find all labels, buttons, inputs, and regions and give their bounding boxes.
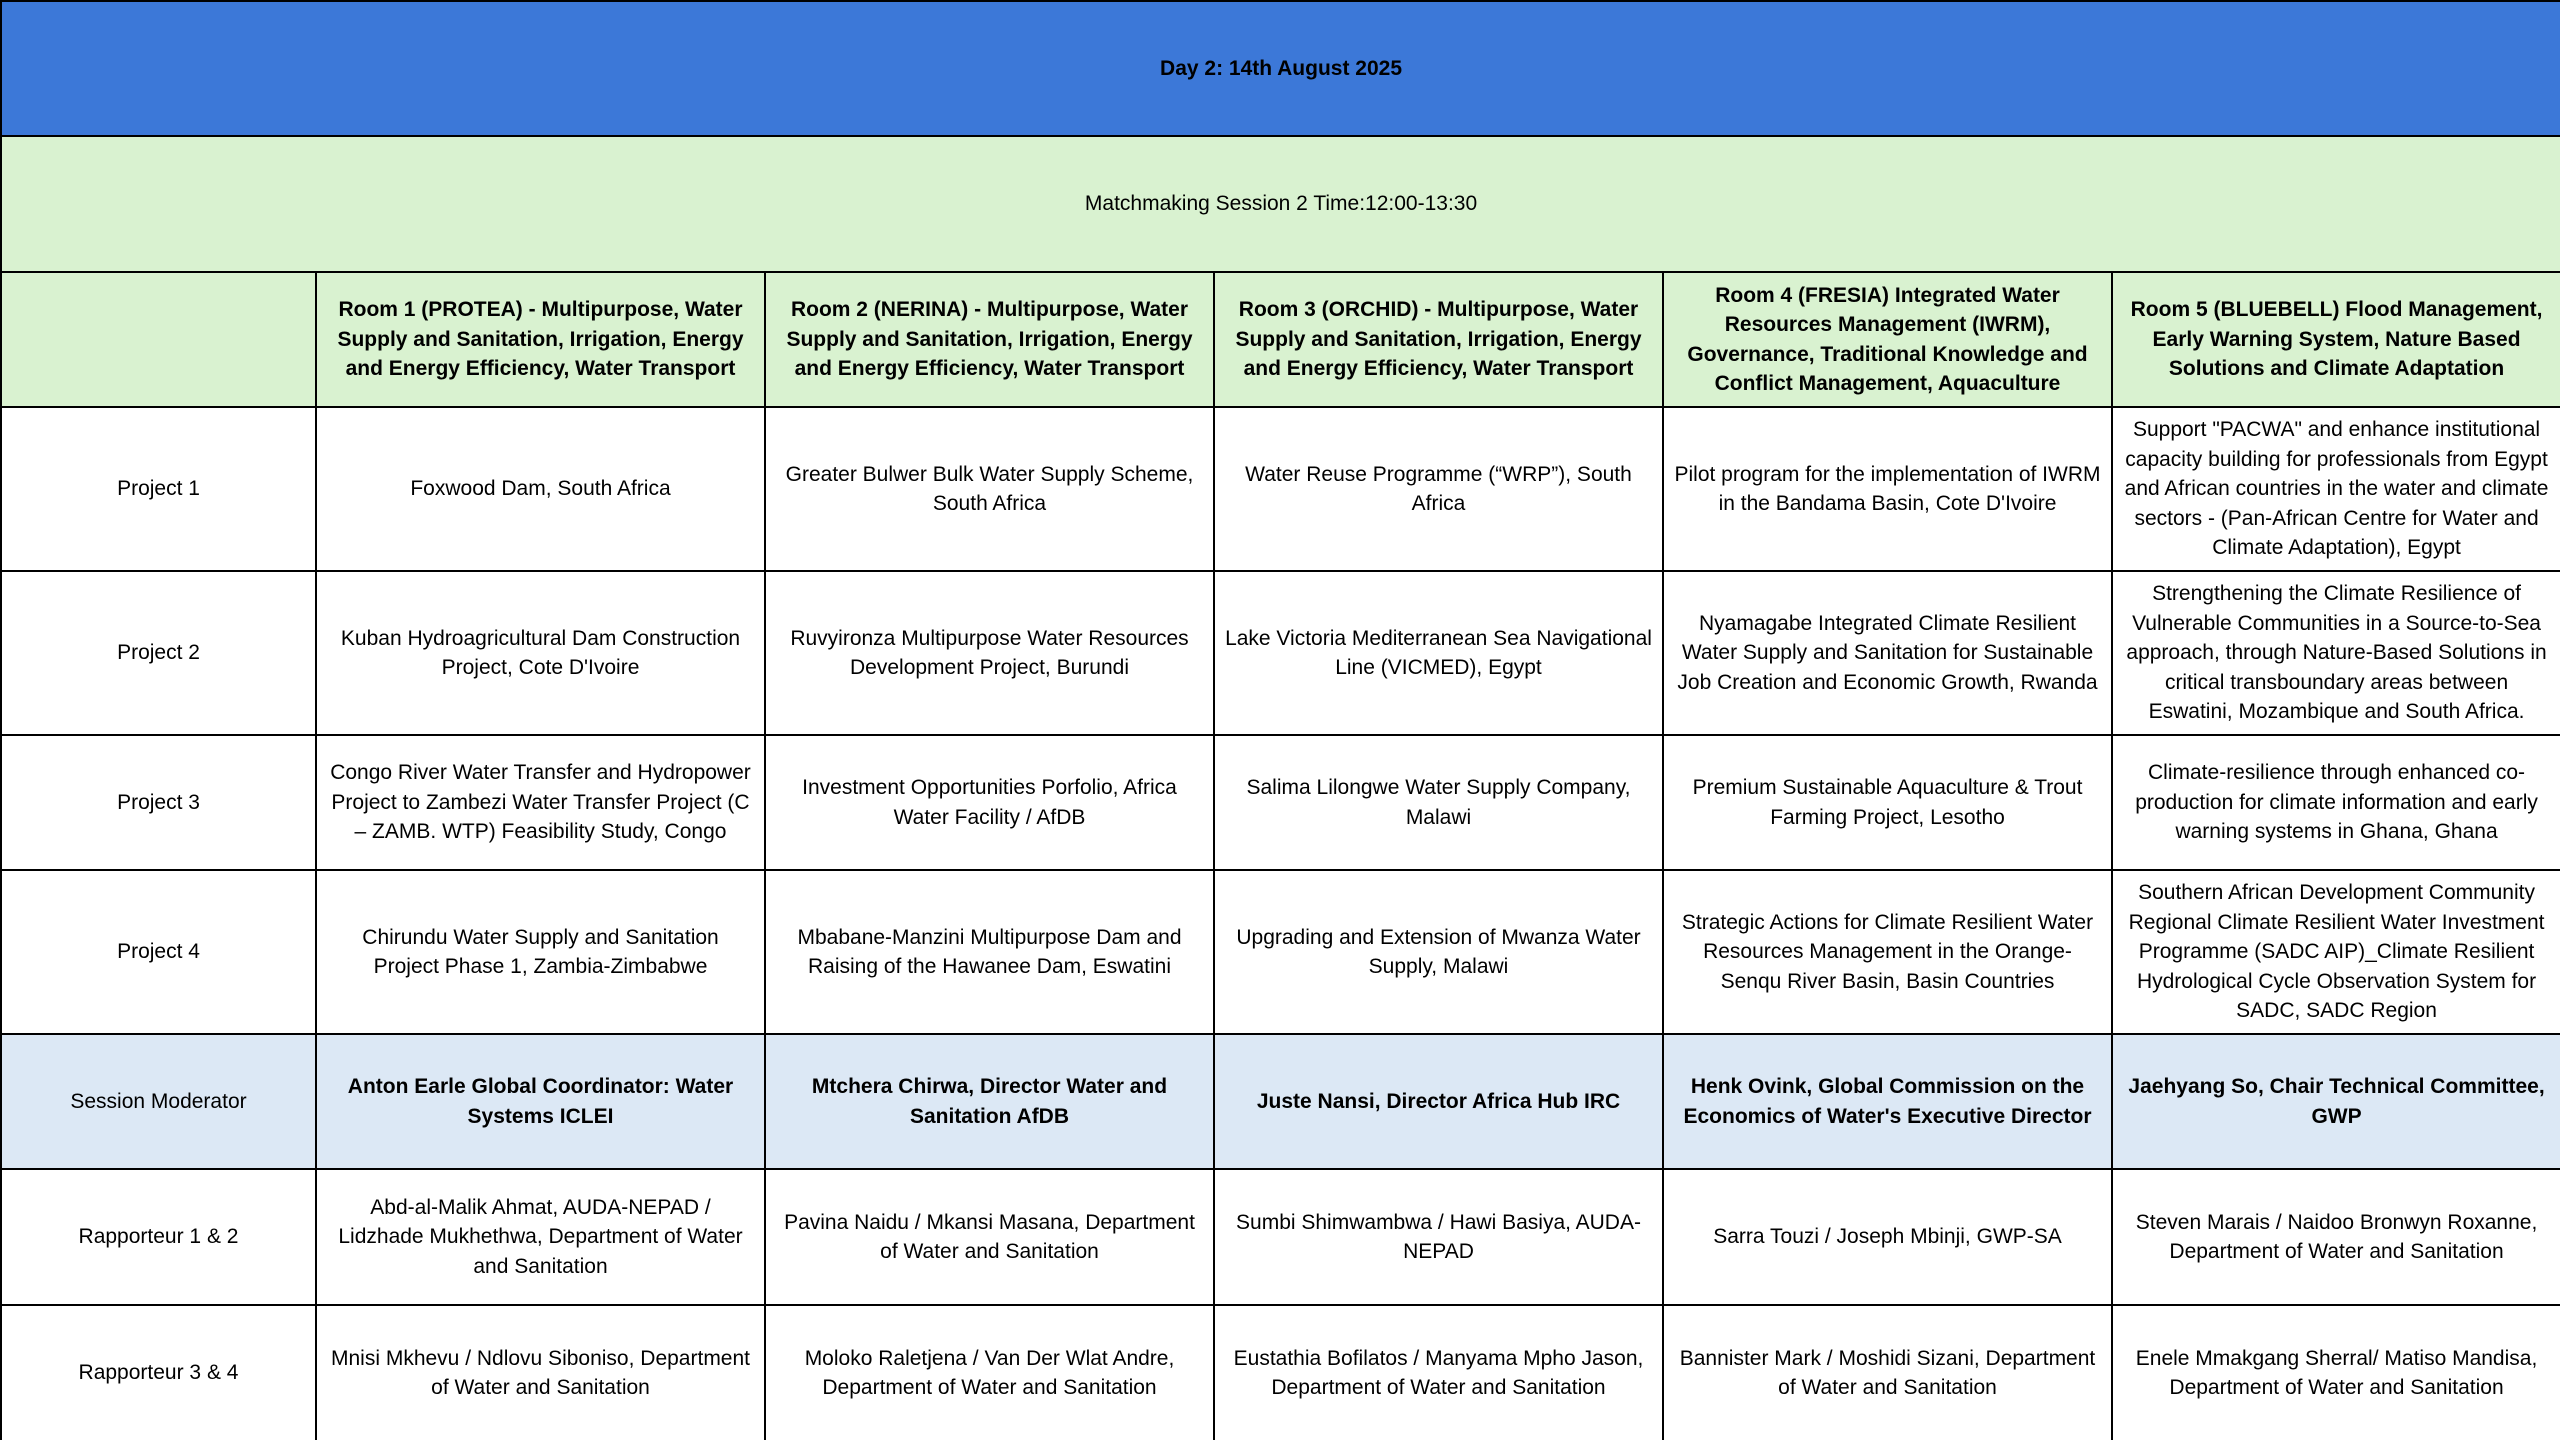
corner-cell <box>1 272 316 407</box>
table-cell: Upgrading and Extension of Mwanza Water Supply, Malawi <box>1214 870 1663 1034</box>
table-cell: Mnisi Mkhevu / Ndlovu Siboniso, Department of Water and Sanitation <box>316 1305 765 1440</box>
row-label-project-3: Project 3 <box>1 735 316 870</box>
table-cell: Mbabane-Manzini Multipurpose Dam and Raising of the Hawanee Dam, Eswatini <box>765 870 1214 1034</box>
table-cell: Strategic Actions for Climate Resilient Water Resources Management in the Orange-Senqu River Basin, Basin Countries <box>1663 870 2112 1034</box>
room-header-2: Room 2 (NERINA) - Multipurpose, Water Supply and Sanitation, Irrigation, Energy and Energy Efficiency, Water Transport <box>765 272 1214 407</box>
rapporteur-row <box>1 1169 2560 1305</box>
room-header-4: Room 4 (FRESIA) Integrated Water Resources Management (IWRM), Governance, Traditional Knowledge and Conflict Management, Aquaculture <box>1663 272 2112 407</box>
room-header-1: Room 1 (PROTEA) - Multipurpose, Water Supply and Sanitation, Irrigation, Energy and Energy Efficiency, Water Transport <box>316 272 765 407</box>
table-row <box>1 870 2560 1034</box>
moderator-cell: Juste Nansi, Director Africa Hub IRC <box>1214 1034 1663 1169</box>
table-cell: Pilot program for the implementation of IWRM in the Bandama Basin, Cote D'Ivoire <box>1663 407 2112 571</box>
table-cell: Water Reuse Programme (“WRP”), South Africa <box>1214 407 1663 571</box>
table-cell: Pavina Naidu / Mkansi Masana, Department of Water and Sanitation <box>765 1169 1214 1305</box>
table-cell: Strengthening the Climate Resilience of Vulnerable Communities in a Source-to-Sea approach, through Nature-Based Solutions in critical transboundary areas between Eswatini, Mozambique and South Africa. <box>2112 571 2560 735</box>
table-cell: Ruvyironza Multipurpose Water Resources Development Project, Burundi <box>765 571 1214 735</box>
table-row <box>1 571 2560 735</box>
table-cell: Premium Sustainable Aquaculture & Trout Farming Project, Lesotho <box>1663 735 2112 870</box>
table-cell: Eustathia Bofilatos / Manyama Mpho Jason, Department of Water and Sanitation <box>1214 1305 1663 1440</box>
room-header-row <box>1 272 2560 407</box>
row-label-project-2: Project 2 <box>1 571 316 735</box>
day-header-row <box>1 1 2560 136</box>
table-cell: Moloko Raletjena / Van Der Wlat Andre, Department of Water and Sanitation <box>765 1305 1214 1440</box>
table-cell: Sarra Touzi / Joseph Mbinji, GWP-SA <box>1663 1169 2112 1305</box>
day-title: Day 2: 14th August 2025 <box>1 1 2560 136</box>
table-cell: Salima Lilongwe Water Supply Company, Malawi <box>1214 735 1663 870</box>
table-cell: Bannister Mark / Moshidi Sizani, Department of Water and Sanitation <box>1663 1305 2112 1440</box>
rapporteur-row <box>1 1305 2560 1440</box>
moderator-cell: Jaehyang So, Chair Technical Committee, GWP <box>2112 1034 2560 1169</box>
table-cell: Nyamagabe Integrated Climate Resilient Water Supply and Sanitation for Sustainable Job Creation and Economic Growth, Rwanda <box>1663 571 2112 735</box>
row-label-project-4: Project 4 <box>1 870 316 1034</box>
table-cell: Sumbi Shimwambwa / Hawi Basiya, AUDA-NEPAD <box>1214 1169 1663 1305</box>
table-cell: Abd-al-Malik Ahmat, AUDA-NEPAD / Lidzhade Mukhethwa, Department of Water and Sanitation <box>316 1169 765 1305</box>
table-cell: Kuban Hydroagricultural Dam Construction Project, Cote D'Ivoire <box>316 571 765 735</box>
table-row <box>1 407 2560 571</box>
table-cell: Congo River Water Transfer and Hydropower Project to Zambezi Water Transfer Project (C – ZAMB. WTP) Feasibility Study, Congo <box>316 735 765 870</box>
table-cell: Enele Mmakgang Sherral/ Matiso Mandisa, Department of Water and Sanitation <box>2112 1305 2560 1440</box>
moderator-cell: Anton Earle Global Coordinator: Water Systems ICLEI <box>316 1034 765 1169</box>
table-row <box>1 735 2560 870</box>
table-cell: Investment Opportunities Porfolio, Africa Water Facility / AfDB <box>765 735 1214 870</box>
table-cell: Lake Victoria Mediterranean Sea Navigational Line (VICMED), Egypt <box>1214 571 1663 735</box>
row-label-rapporteur-1-2: Rapporteur 1 & 2 <box>1 1169 316 1305</box>
table-cell: Chirundu Water Supply and Sanitation Project Phase 1, Zambia-Zimbabwe <box>316 870 765 1034</box>
table-cell: Steven Marais / Naidoo Bronwyn Roxanne, Department of Water and Sanitation <box>2112 1169 2560 1305</box>
row-label-session-moderator: Session Moderator <box>1 1034 316 1169</box>
session-title: Matchmaking Session 2 Time:12:00-13:30 <box>1 136 2560 272</box>
moderator-cell: Henk Ovink, Global Commission on the Economics of Water's Executive Director <box>1663 1034 2112 1169</box>
table-cell: Support "PACWA" and enhance institutional capacity building for professionals from Egypt and African countries in the water and climate sectors - (Pan-African Centre for Water and Climate Adaptation), Egypt <box>2112 407 2560 571</box>
moderator-cell: Mtchera Chirwa, Director Water and Sanitation AfDB <box>765 1034 1214 1169</box>
table-cell: Climate-resilience through enhanced co-production for climate information and early warning systems in Ghana, Ghana <box>2112 735 2560 870</box>
session-header-row <box>1 136 2560 272</box>
row-label-rapporteur-3-4: Rapporteur 3 & 4 <box>1 1305 316 1440</box>
room-header-3: Room 3 (ORCHID) - Multipurpose, Water Supply and Sanitation, Irrigation, Energy and Energy Efficiency, Water Transport <box>1214 272 1663 407</box>
table-cell: Foxwood Dam, South Africa <box>316 407 765 571</box>
row-label-project-1: Project 1 <box>1 407 316 571</box>
table-cell: Greater Bulwer Bulk Water Supply Scheme, South Africa <box>765 407 1214 571</box>
table-cell: Southern African Development Community Regional Climate Resilient Water Investment Programme (SADC AIP)_Climate Resilient Hydrological Cycle Observation System for SADC, SADC Region <box>2112 870 2560 1034</box>
moderator-row <box>1 1034 2560 1169</box>
room-header-5: Room 5 (BLUEBELL) Flood Management, Early Warning System, Nature Based Solutions and Climate Adaptation <box>2112 272 2560 407</box>
